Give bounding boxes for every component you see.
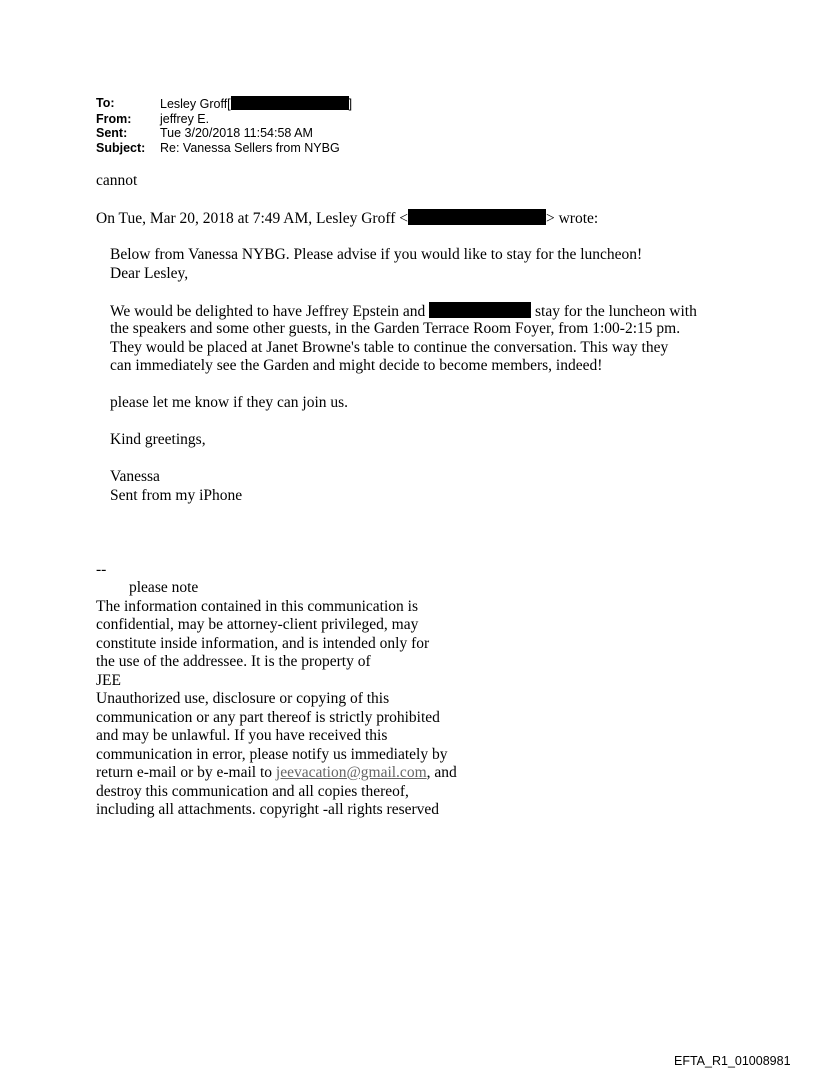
to-value	[160, 96, 352, 112]
quoted-line-1: Below from Vanessa NYBG. Please advise if you would like to stay for the luncheon!	[110, 246, 643, 263]
sent-from-signature: Sent from my iPhone	[110, 486, 243, 504]
disclaimer-line: destroy this communication and all copies thereof,	[96, 782, 409, 800]
spacer	[96, 228, 697, 247]
email-body	[96, 172, 697, 820]
quoted-greeting: Dear Lesley,	[110, 264, 189, 282]
paragraph-1-line-3: They would be placed at Janet Browne's table to continue the conversation. This way they	[110, 338, 669, 356]
disclaimer-line: Unauthorized use, disclosure or copying of this	[96, 690, 390, 707]
disclaimer-line-with-link	[96, 764, 697, 783]
to-name: Lesley Groff[	[160, 97, 231, 111]
subject-row	[96, 141, 352, 156]
spacer	[96, 524, 697, 543]
disclaimer-note: please note	[129, 579, 199, 596]
disclaimer-line: confidential, may be attorney-client privileged, may	[96, 616, 419, 633]
to-label: To:	[96, 96, 115, 110]
redaction-box	[429, 302, 531, 318]
sent-value: Tue 3/20/2018 11:54:58 AM	[160, 126, 313, 140]
sender-name: Vanessa	[110, 468, 160, 485]
signature-dashes: --	[96, 560, 107, 578]
disclaimer-line: including all attachments. copyright -all rights reserved	[96, 801, 440, 818]
paragraph-1-line-2: the speakers and some other guests, in the Garden Terrace Room Foyer, from 1:00-2:15 pm.	[110, 320, 681, 337]
closing: Kind greetings,	[110, 431, 206, 448]
p1-after-redaction: stay for the luncheon with	[531, 302, 697, 320]
redaction-box	[408, 209, 546, 225]
disclaimer-line: The information contained in this communication is	[96, 597, 418, 615]
from-label: From:	[96, 111, 132, 126]
quote-intro-after: > wrote:	[545, 210, 599, 227]
spacer	[110, 283, 697, 302]
subject-value: Re: Vanessa Sellers from NYBG	[160, 140, 340, 155]
quote-intro-before: On Tue, Mar 20, 2018 at 7:49 AM, Lesley Groff <	[96, 210, 408, 227]
disclaimer-line: the use of the addressee. It is the property of	[96, 653, 371, 670]
spacer	[110, 450, 697, 469]
spacer	[110, 413, 697, 432]
from-row	[96, 112, 352, 127]
disclaimer	[96, 561, 697, 820]
to-row	[96, 96, 352, 112]
paragraph-1-line-4: can immediately see the Garden and might decide to become members, indeed!	[110, 357, 603, 374]
p1-before-redaction: We would be delighted to have Jeffrey Epstein and	[110, 302, 430, 320]
disclaimer-line: constitute inside information, and is intended only for	[96, 634, 430, 652]
subject-label: Subject:	[96, 140, 146, 155]
spacer	[96, 542, 697, 561]
redaction-box	[231, 96, 349, 110]
paragraph-1-line-1	[110, 302, 697, 321]
disclaimer-text: , and	[426, 764, 457, 781]
document-id: EFTA_R1_01008981	[674, 1054, 791, 1068]
email-header	[96, 96, 352, 155]
disclaimer-line: communication in error, please notify us immediately by	[96, 745, 448, 763]
disclaimer-text: return e-mail or by e-mail to	[96, 764, 276, 781]
spacer	[96, 191, 697, 210]
from-value: jeffrey E.	[160, 111, 210, 126]
email-link[interactable]: jeevacation@gmail.com	[275, 764, 427, 781]
reply-text: cannot	[96, 172, 138, 189]
quoted-message	[96, 246, 697, 505]
quote-intro	[96, 209, 697, 228]
to-bracket: ]	[348, 97, 353, 111]
paragraph-2: please let me know if they can join us.	[110, 394, 349, 411]
disclaimer-line: communication or any part thereof is strictly prohibited	[96, 708, 440, 726]
sent-row	[96, 126, 352, 141]
disclaimer-line: and may be unlawful. If you have received this	[96, 727, 388, 744]
spacer	[110, 376, 697, 395]
sent-label: Sent:	[96, 126, 128, 140]
spacer	[96, 505, 697, 524]
disclaimer-line: JEE	[96, 671, 121, 689]
